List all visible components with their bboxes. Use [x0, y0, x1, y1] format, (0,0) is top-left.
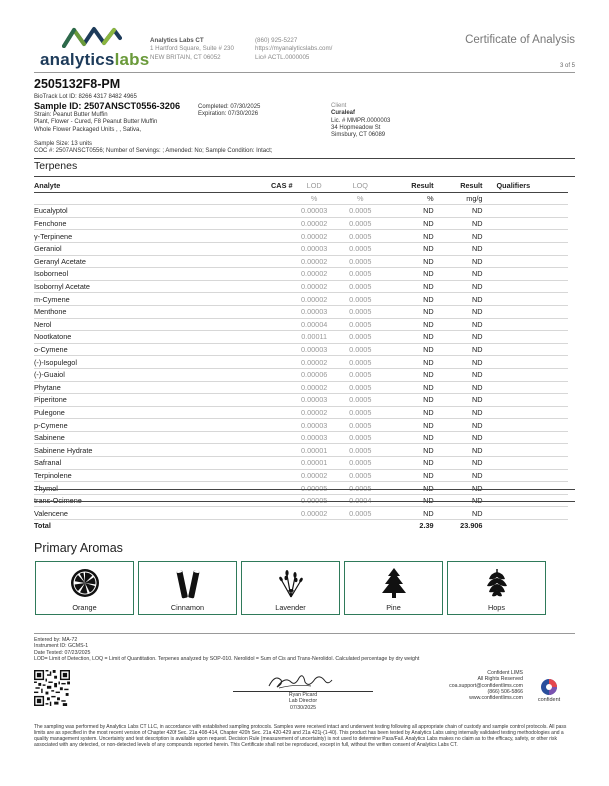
matrix: Whole Flower Packaged Units , , Sativa, — [34, 126, 142, 133]
aroma-label-hops: Hops — [487, 603, 506, 612]
cas-number — [271, 230, 293, 243]
analyte-name: Eucalyptol — [34, 205, 271, 218]
lod-value: 0.00003 — [293, 305, 336, 318]
result-mgg: ND — [434, 368, 483, 381]
signer-title: Lab Director — [288, 698, 318, 705]
cas-number — [271, 268, 293, 281]
loq-value: 0.0005 — [336, 457, 385, 470]
method-notes: LOD= Limit of Detection, LOQ = Limit of Quantitation. Terpenes analyzed by SOP-010. Nerolidol = Sum of Cis and Trans-Nerolidol. Calculated percentage by dry weight — [34, 655, 420, 662]
table-row — [34, 469, 568, 482]
cas-number — [271, 406, 293, 419]
result-mgg: ND — [434, 268, 483, 281]
logo-text-labs: labs — [114, 50, 150, 69]
analyte-name: Isoborneol — [34, 268, 271, 281]
header-lod: LOD — [293, 180, 336, 192]
signer-block — [233, 692, 373, 711]
document-title: Certificate of Analysis — [465, 34, 575, 46]
result-percent: ND — [385, 507, 434, 520]
terpenes-table — [34, 180, 568, 532]
cas-number — [271, 394, 293, 407]
table-row — [34, 356, 568, 369]
result-percent: ND — [385, 255, 434, 268]
cas-number — [271, 356, 293, 369]
header-loq: LOQ — [336, 180, 385, 192]
loq-value: 0.0005 — [336, 331, 385, 344]
loq-value: 0.0005 — [336, 305, 385, 318]
analyte-name: Sabinene Hydrate — [34, 444, 271, 457]
qualifiers — [483, 381, 569, 394]
analyte-name: Nerol — [34, 318, 271, 331]
aroma-label-lavender: Lavender — [275, 603, 306, 612]
result-percent: ND — [385, 305, 434, 318]
qualifiers — [483, 368, 569, 381]
header-cas: CAS # — [271, 181, 293, 191]
cas-number — [271, 217, 293, 230]
footer-divider — [34, 633, 575, 634]
hops-icon — [481, 567, 513, 599]
result-percent: ND — [385, 205, 434, 218]
strain: Strain: Peanut Butter Muffin — [34, 112, 108, 118]
analyte-name: Piperitone — [34, 394, 271, 407]
cinnamon-sticks-icon — [172, 567, 204, 599]
loq-value: 0.0005 — [336, 318, 385, 331]
instrument-id: Instrument ID: GCMS-1 — [34, 643, 89, 650]
signer-date: 07/30/2025 — [290, 704, 316, 711]
table-row — [34, 293, 568, 306]
confident-logo-icon — [539, 678, 559, 696]
client-license: Lic. # MMPR.0000003 — [331, 117, 391, 124]
qualifiers — [483, 217, 569, 230]
lod-value: 0.00002 — [293, 381, 336, 394]
table-header-row — [34, 180, 568, 192]
aroma-label-cinnamon: Cinnamon — [170, 603, 205, 612]
header-qualifiers: Qualifiers — [483, 180, 569, 192]
lod-value: 0.00002 — [293, 469, 336, 482]
analyte-name: Phytane — [34, 381, 271, 394]
coc-info: COC #: 2507ANSCT0556; Number of Servings: ; Amended: No; Sample Condition: Intact; — [34, 148, 273, 154]
result-mgg: ND — [434, 469, 483, 482]
qr-code[interactable] — [34, 670, 70, 706]
lims-website[interactable]: www.confidentlims.com — [469, 695, 523, 702]
client-label: Client — [331, 103, 347, 109]
qualifiers — [483, 331, 569, 344]
analyte-name: Fenchone — [34, 217, 271, 230]
header-analyte: Analyte — [34, 180, 271, 192]
page-number: 3 of 5 — [559, 63, 575, 69]
terpenes-divider — [34, 176, 575, 177]
lod-value: 0.00003 — [293, 242, 336, 255]
loq-value: 0.0005 — [336, 431, 385, 444]
qualifiers — [483, 205, 569, 218]
unit-lod: % — [293, 192, 336, 205]
pine-tree-icon — [378, 567, 410, 599]
result-mgg: ND — [434, 280, 483, 293]
table-row — [34, 394, 568, 407]
qualifiers — [483, 242, 569, 255]
qualifiers — [483, 394, 569, 407]
result-mgg: ND — [434, 431, 483, 444]
table-row — [34, 255, 568, 268]
lod-value: 0.00002 — [293, 507, 336, 520]
result-percent: ND — [385, 368, 434, 381]
result-percent: ND — [385, 356, 434, 369]
table-row — [34, 280, 568, 293]
analyte-name: (-)-Guaiol — [34, 368, 271, 381]
qualifiers — [483, 457, 569, 470]
result-percent: ND — [385, 394, 434, 407]
confident-brand: confident — [537, 697, 561, 703]
result-percent: ND — [385, 431, 434, 444]
aroma-orange — [35, 561, 134, 615]
aroma-lavender — [241, 561, 340, 615]
cas-number — [271, 507, 293, 520]
date-tested: Date Tested: 07/23/2025 — [34, 649, 91, 656]
lod-value: 0.00002 — [293, 356, 336, 369]
completed-date: Completed: 07/30/2025 — [198, 104, 261, 110]
result-mgg: ND — [434, 444, 483, 457]
result-mgg: ND — [434, 318, 483, 331]
table-row — [34, 331, 568, 344]
loq-value: 0.0005 — [336, 230, 385, 243]
aroma-pine — [344, 561, 443, 615]
result-percent: ND — [385, 419, 434, 432]
aroma-cinnamon — [138, 561, 237, 615]
result-mgg: ND — [434, 293, 483, 306]
analyte-name: Geranyl Acetate — [34, 255, 271, 268]
loq-value: 0.0005 — [336, 469, 385, 482]
aroma-hops — [447, 561, 546, 615]
loq-value: 0.0005 — [336, 381, 385, 394]
table-row — [34, 431, 568, 444]
qualifiers — [483, 318, 569, 331]
qualifiers — [483, 431, 569, 444]
sample-details — [34, 112, 157, 134]
lod-value: 0.00011 — [293, 331, 336, 344]
qualifiers — [483, 305, 569, 318]
terpenes-title: Terpenes — [34, 160, 78, 172]
result-mgg: ND — [434, 217, 483, 230]
analyte-name: Isobornyl Acetate — [34, 280, 271, 293]
qualifiers — [483, 507, 569, 520]
loq-value: 0.0005 — [336, 255, 385, 268]
table-row — [34, 242, 568, 255]
loq-value: 0.0005 — [336, 293, 385, 306]
orange-slice-icon — [69, 567, 101, 599]
plant-type: Plant, Flower - Cured, F8 Peanut Butter Muffin — [34, 119, 158, 126]
result-mgg: ND — [434, 242, 483, 255]
cas-number — [271, 457, 293, 470]
cas-number — [271, 444, 293, 457]
logo-text-analytics: analytics — [40, 50, 115, 69]
lod-value: 0.00003 — [293, 431, 336, 444]
loq-value: 0.0005 — [336, 406, 385, 419]
lims-name: Confident LIMS — [487, 670, 523, 676]
lims-email[interactable]: coa.support@confidentlims.com — [449, 682, 523, 689]
analyte-name: p-Cymene — [34, 419, 271, 432]
cas-number — [271, 305, 293, 318]
cas-number — [271, 331, 293, 344]
result-percent: ND — [385, 406, 434, 419]
lab-website[interactable]: https://myanalyticslabs.com/ — [255, 45, 333, 53]
signer-name: Ryan Picard — [288, 692, 318, 698]
lod-value: 0.00001 — [293, 457, 336, 470]
sample-divider — [34, 158, 575, 159]
lod-value: 0.00003 — [293, 419, 336, 432]
confident-logo — [529, 678, 569, 706]
table-row — [34, 457, 568, 470]
analyte-name: γ-Terpinene — [34, 230, 271, 243]
result-mgg: ND — [434, 381, 483, 394]
loq-value: 0.0005 — [336, 419, 385, 432]
result-mgg: ND — [434, 230, 483, 243]
cas-number — [271, 280, 293, 293]
result-mgg: ND — [434, 205, 483, 218]
cas-number — [271, 293, 293, 306]
qualifiers — [483, 268, 569, 281]
lab-address-2: NEW BRITAIN, CT 06052 — [150, 53, 221, 61]
total-bottom-rule — [34, 501, 575, 502]
lod-value: 0.00002 — [293, 406, 336, 419]
batch-id: 2505132F8-PM — [34, 77, 121, 91]
lod-value: 0.00002 — [293, 293, 336, 306]
loq-value: 0.0005 — [336, 507, 385, 520]
cas-number — [271, 431, 293, 444]
result-percent: ND — [385, 444, 434, 457]
qualifiers — [483, 255, 569, 268]
lab-contact — [255, 37, 332, 62]
lod-value: 0.00002 — [293, 255, 336, 268]
analyte-name: o-Cymene — [34, 343, 271, 356]
table-row — [34, 268, 568, 281]
qualifiers — [483, 230, 569, 243]
header-divider — [34, 72, 575, 73]
table-row — [34, 343, 568, 356]
total-label: Total — [34, 521, 51, 531]
header-result-percent: Result — [385, 180, 434, 192]
analyte-name: Safranal — [34, 457, 271, 470]
total-row — [34, 520, 568, 532]
lims-rights: All Rights Reserved — [477, 676, 523, 683]
loq-value: 0.0005 — [336, 205, 385, 218]
analyte-name: (-)-Isopulegol — [34, 356, 271, 369]
qualifiers — [483, 444, 569, 457]
result-percent: ND — [385, 469, 434, 482]
lod-value: 0.00002 — [293, 280, 336, 293]
cas-number — [271, 343, 293, 356]
lod-value: 0.00004 — [293, 318, 336, 331]
total-top-rule — [34, 489, 575, 490]
analyte-name: Geraniol — [34, 242, 271, 255]
mountain-logo-icon — [62, 26, 122, 48]
analyte-name: m-Cymene — [34, 293, 271, 306]
total-percent: 2.39 — [419, 521, 434, 531]
client-name: Curaleaf — [331, 110, 356, 117]
result-mgg: ND — [434, 331, 483, 344]
qualifiers — [483, 293, 569, 306]
lod-value: 0.00001 — [293, 444, 336, 457]
result-mgg: ND — [434, 457, 483, 470]
result-mgg: ND — [434, 255, 483, 268]
biotrack-lot-id: BioTrack Lot ID: 8266 4317 8482 4965 — [34, 94, 137, 100]
cas-number — [271, 255, 293, 268]
client-block — [331, 103, 390, 139]
table-row — [34, 368, 568, 381]
lab-logo — [40, 26, 148, 72]
cas-number — [271, 242, 293, 255]
lod-value: 0.00003 — [293, 343, 336, 356]
loq-value: 0.0005 — [336, 394, 385, 407]
loq-value: 0.0005 — [336, 368, 385, 381]
signature-image — [265, 670, 335, 692]
aroma-label-orange: Orange — [72, 603, 97, 612]
cas-number — [271, 205, 293, 218]
lod-value: 0.00002 — [293, 268, 336, 281]
table-row — [34, 444, 568, 457]
cas-number — [271, 381, 293, 394]
loq-value: 0.0005 — [336, 268, 385, 281]
qualifiers — [483, 343, 569, 356]
result-mgg: ND — [434, 356, 483, 369]
result-percent: ND — [385, 457, 434, 470]
lab-address-1: 1 Hartford Square, Suite # 230 — [150, 45, 234, 53]
aromas-title: Primary Aromas — [34, 541, 123, 555]
qualifiers — [483, 280, 569, 293]
aroma-label-pine: Pine — [386, 603, 401, 612]
table-row — [34, 318, 568, 331]
loq-value: 0.0005 — [336, 343, 385, 356]
header-result-mgg: Result — [434, 180, 483, 192]
table-row — [34, 419, 568, 432]
loq-value: 0.0005 — [336, 217, 385, 230]
result-mgg: ND — [434, 305, 483, 318]
expiration-date: Expiration: 07/30/2026 — [198, 111, 259, 118]
result-percent: ND — [385, 268, 434, 281]
test-info — [34, 637, 419, 662]
cas-number — [271, 419, 293, 432]
result-percent: ND — [385, 280, 434, 293]
analyte-name: Terpinolene — [34, 469, 271, 482]
loq-value: 0.0005 — [336, 356, 385, 369]
result-percent: ND — [385, 217, 434, 230]
client-address-1: 34 Hopmeadow St — [331, 124, 381, 131]
lims-phone: (866) 506-5866 — [487, 688, 523, 695]
loq-value: 0.0005 — [336, 444, 385, 457]
lab-phone: (860) 925-5227 — [255, 37, 298, 44]
cas-number — [271, 368, 293, 381]
lims-info — [449, 670, 523, 701]
lod-value: 0.00003 — [293, 394, 336, 407]
table-row — [34, 381, 568, 394]
table-row — [34, 230, 568, 243]
qualifiers — [483, 356, 569, 369]
result-mgg: ND — [434, 394, 483, 407]
result-percent: ND — [385, 331, 434, 344]
table-row — [34, 507, 568, 520]
lod-value: 0.00003 — [293, 205, 336, 218]
client-address-2: Simsbury, CT 06089 — [331, 132, 386, 139]
table-row — [34, 305, 568, 318]
qualifiers — [483, 419, 569, 432]
lab-info — [150, 37, 234, 62]
analyte-name: Valencene — [34, 507, 271, 520]
result-mgg: ND — [434, 507, 483, 520]
analyte-name: Pulegone — [34, 406, 271, 419]
qualifiers — [483, 406, 569, 419]
unit-loq: % — [336, 192, 385, 205]
table-row — [34, 205, 568, 218]
cas-number — [271, 469, 293, 482]
lod-value: 0.00002 — [293, 230, 336, 243]
sample-id: Sample ID: 2507ANSCT0556-3206 — [34, 101, 181, 111]
entered-by: Entered by: MA-72 — [34, 637, 78, 643]
result-percent: ND — [385, 230, 434, 243]
unit-result-mgg: mg/g — [434, 192, 483, 205]
result-mgg: ND — [434, 406, 483, 419]
lavender-icon — [275, 567, 307, 599]
sample-size: Sample Size: 13 units — [34, 141, 93, 147]
unit-result-percent: % — [385, 192, 434, 205]
result-percent: ND — [385, 343, 434, 356]
qualifiers — [483, 469, 569, 482]
loq-value: 0.0005 — [336, 280, 385, 293]
analyte-name: Nootkatone — [34, 331, 271, 344]
analyte-name: Menthone — [34, 305, 271, 318]
disclaimer: The sampling was performed by Analytics Labs CT LLC, in accordance with established sampling protocols. Samples were received intact and underwent testing following all appropriate chain of custody and sample control protocols. All pass limits are as specified in the most recent version of Chapter 420f Sec. 21a 408-414, Chapter 420h Sec. 21a 420-429 and 21a 421j-(1-40). This product has been tested by Analytics Labs using internally validated testing methodologies and a quality management system. Uncertainty and test description is available upon request. Decision Rule (measurement of uncertainty) is not used to determine Pass/Fail. Analytics Labs makes no claim as to the efficacy, safety, or other risk associated with any detected, or non-detected levels of any compounds reported herein. This Certificate shall not be reproduced, except in full, without the written consent of Analytics Labs CT. — [34, 724, 567, 748]
result-percent: ND — [385, 318, 434, 331]
loq-value: 0.0005 — [336, 242, 385, 255]
analyte-name: Sabinene — [34, 431, 271, 444]
result-mgg: ND — [434, 343, 483, 356]
total-mgg: 23.906 — [460, 521, 483, 531]
cas-number — [271, 318, 293, 331]
table-units-row — [34, 192, 568, 205]
result-mgg: ND — [434, 419, 483, 432]
result-percent: ND — [385, 293, 434, 306]
lab-name: Analytics Labs CT — [150, 37, 204, 44]
lab-license: Lic# ACTL.0000005 — [255, 53, 310, 61]
result-percent: ND — [385, 381, 434, 394]
lod-value: 0.00006 — [293, 368, 336, 381]
lod-value: 0.00002 — [293, 217, 336, 230]
dates — [198, 104, 260, 119]
table-row — [34, 406, 568, 419]
table-row — [34, 217, 568, 230]
result-percent: ND — [385, 242, 434, 255]
